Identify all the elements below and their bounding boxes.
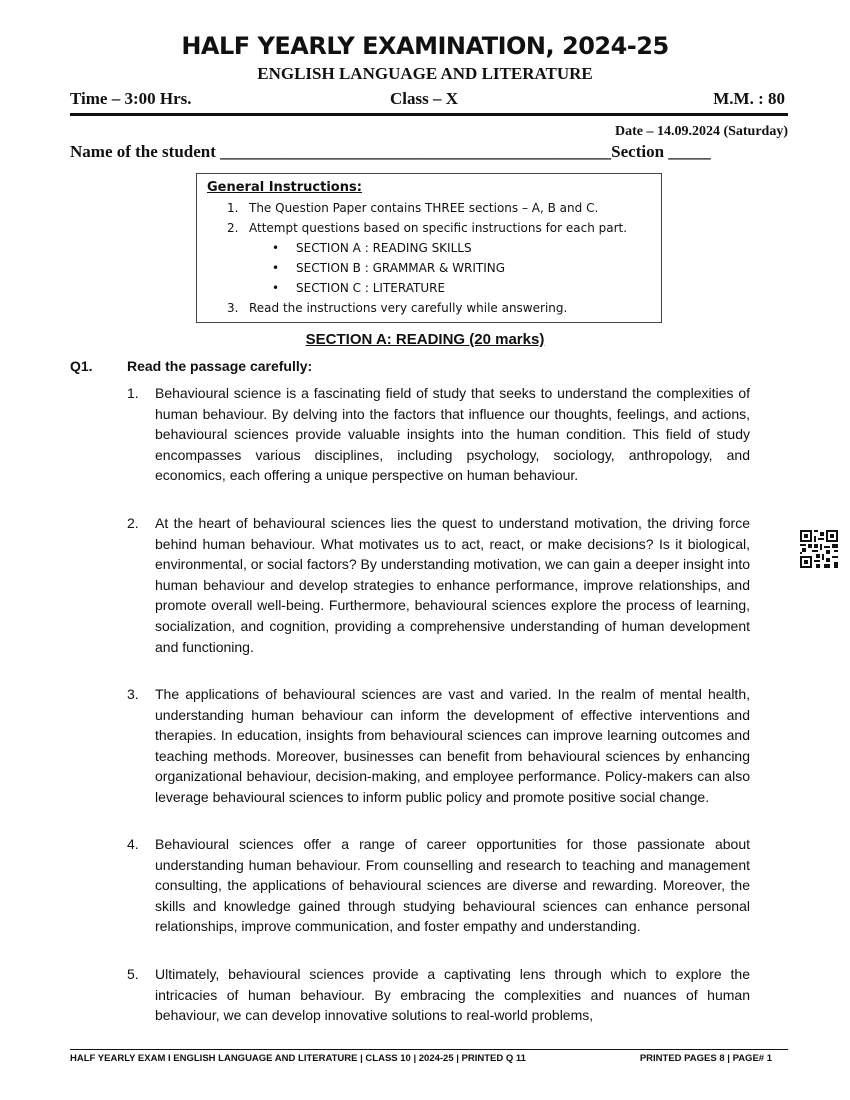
qr-code-icon bbox=[800, 530, 838, 568]
footer-exam-info: HALF YEARLY EXAM I ENGLISH LANGUAGE AND LITERATURE | CLASS 10 | 2024-25 | PRINTED Q 11 bbox=[70, 1053, 526, 1064]
instruction-bullet: • SECTION B : GRAMMAR & WRITING bbox=[207, 258, 651, 278]
bullet-icon: • bbox=[272, 241, 280, 255]
exam-title: HALF YEARLY EXAMINATION, 2024-25 bbox=[181, 32, 669, 60]
passage-paragraph: 3. The applications of behavioural sciences are vast and varied. In the realm of mental health, understanding human behaviour can inform the development of effective interventions and therapies. In education, insights from behavioural sciences can improve learning outcomes and teaching methods. Moreover, businesses can benefit from behavioural sciences by enhancing organizational behaviour, decision-making, and employee performance. Policy-makers can also leverage behavioural sciences to inform public policy and promote positive social change. bbox=[127, 686, 750, 805]
section-a-heading: SECTION A: READING (20 marks) bbox=[305, 331, 545, 348]
passage-paragraph: 2. At the heart of behavioural sciences lies the quest to understand motivation, the driving force behind human behaviour. What motivates us to act, react, or make decisions? Is it biological, environmental, or social factors? By understanding motivation, we can gain a deeper insight into human behaviour and develop strategies to enhance performance, improve relationships, and promote overall well-being. Furthermore, behavioural sciences explore the process of learning, socialization, and cognition, providing a comprehensive understanding of human development and functioning. bbox=[127, 515, 750, 655]
time-allowed: Time – 3:00 Hrs. bbox=[70, 89, 192, 108]
instruction-bullet: • SECTION C : LITERATURE bbox=[207, 278, 651, 298]
passage-paragraph: 4. Behavioural sciences offer a range of career opportunities for those passionate about understanding human behaviour. From counselling and research to teaching and management consulting, the applications of behavioural sciences are diverse and rewarding. Moreover, the skills and knowledge gained through studying behavioural sciences can enhance personal relationships, improve communication, and foster empathy and understanding. bbox=[127, 836, 750, 935]
subject-title: ENGLISH LANGUAGE AND LITERATURE bbox=[257, 64, 593, 83]
instruction-item: 2. Attempt questions based on specific instructions for each part. bbox=[227, 221, 628, 235]
bullet-icon: • bbox=[272, 261, 280, 275]
passage-paragraph: 1. Behavioural science is a fascinating field of study that seeks to understand the complexities of human behaviour. By delving into the factors that influence our thoughts, feelings, and actions, behavioural sciences provide valuable insights into the human condition. This field of study encompasses various disciplines, including psychology, sociology, anthropology, and economics, each offering a unique perspective on human behaviour. bbox=[127, 385, 750, 484]
instructions-heading: General Instructions: bbox=[207, 180, 362, 195]
question-prompt: Read the passage carefully: bbox=[127, 358, 313, 374]
max-marks: M.M. : 80 bbox=[713, 89, 785, 108]
passage-paragraph: 5. Ultimately, behavioural sciences provide a captivating lens through which to explore the intricacies of human behaviour. By embracing the complexities and nuances of human behaviour, we can develop innovative solutions to real-world problems, bbox=[127, 966, 750, 1024]
question-number: Q1. bbox=[70, 358, 93, 374]
class-label: Class – X bbox=[390, 89, 459, 108]
general-instructions-box bbox=[196, 173, 662, 323]
footer-divider bbox=[70, 1049, 788, 1050]
student-name-line: Name of the student ______________________________________________Section _____ bbox=[70, 142, 711, 161]
bullet-icon: • bbox=[272, 281, 280, 295]
footer-page-info: PRINTED PAGES 8 | PAGE# 1 bbox=[639, 1053, 772, 1064]
instruction-item: 3. Read the instructions very carefully while answering. bbox=[227, 301, 568, 315]
header-divider bbox=[70, 113, 788, 116]
instruction-bullet: • SECTION A : READING SKILLS bbox=[207, 238, 651, 258]
exam-meta-row bbox=[70, 89, 785, 109]
instruction-item: 1. The Question Paper contains THREE sections – A, B and C. bbox=[227, 201, 599, 215]
exam-date: Date – 14.09.2024 (Saturday) bbox=[614, 124, 788, 139]
